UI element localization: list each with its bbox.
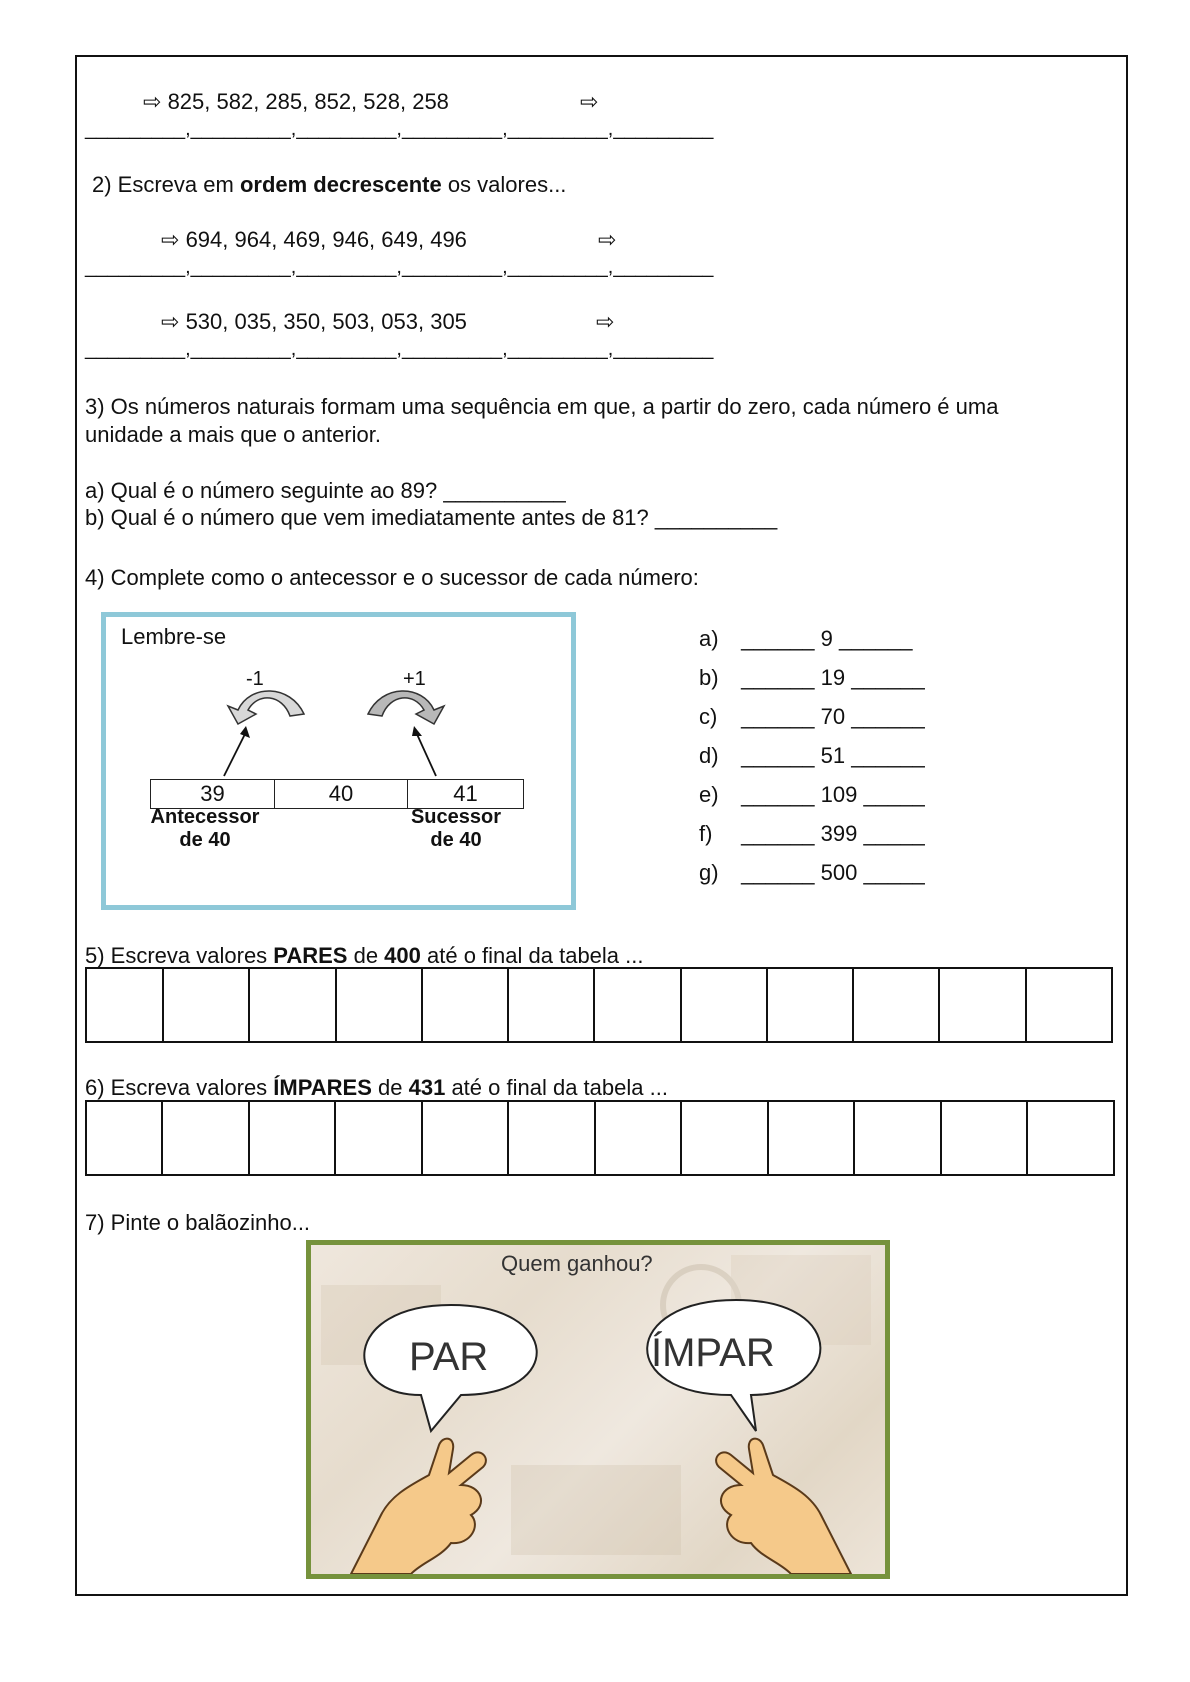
grid-cell[interactable] (87, 969, 164, 1041)
q4-item[interactable] (699, 697, 925, 736)
antecessor-line2: de 40 (179, 829, 231, 851)
grid-cell[interactable] (1028, 1102, 1113, 1174)
item-letter: b) (699, 665, 719, 690)
plus-one-label: +1 (403, 668, 426, 690)
q1-numbers: 825, 582, 285, 852, 528, 258 (167, 89, 449, 114)
grid-cell[interactable] (423, 969, 509, 1041)
item-letter: f) (699, 821, 713, 846)
remember-arrows (200, 684, 480, 784)
q5-prefix: 5) Escreva valores (85, 943, 274, 968)
item-before-blank[interactable]: ______ (741, 860, 815, 885)
q4-item[interactable] (699, 775, 925, 814)
pointer-arrow-left-icon (224, 726, 250, 776)
q3-question-b[interactable]: b) Qual é o número que vem imediatamente antes de 81? __________ (85, 505, 778, 530)
grid-cell[interactable] (855, 1102, 942, 1174)
q4-items-list (699, 619, 925, 892)
even-numbers-grid (85, 967, 1113, 1043)
grid-cell[interactable] (509, 1102, 596, 1174)
number-line-strip (150, 779, 524, 809)
q4-item[interactable] (699, 658, 925, 697)
q3-text-line1: 3) Os números naturais formam uma sequência em que, a partir do zero, cada número é uma (85, 394, 999, 419)
antecessor-line1: Antecessor (150, 806, 260, 828)
grid-cell[interactable] (940, 969, 1026, 1041)
grid-cell[interactable] (164, 969, 250, 1041)
q2-list-2 (161, 309, 467, 335)
item-number: 500 (820, 860, 858, 885)
grid-cell[interactable] (769, 1102, 856, 1174)
q2-title-prefix: 2) Escreva em (92, 172, 240, 197)
hand-right-icon (716, 1439, 851, 1574)
q2-list-1 (161, 227, 467, 253)
q3-question-a[interactable]: a) Qual é o número seguinte ao 89? __________ (85, 478, 566, 503)
item-after-blank[interactable]: ______ (839, 626, 913, 651)
grid-cell[interactable] (423, 1102, 510, 1174)
right-arrow-icon: ⇨ (161, 309, 180, 334)
grid-cell[interactable] (595, 969, 681, 1041)
bubble-right-text[interactable]: ÍMPAR (651, 1331, 775, 1375)
item-after-blank[interactable]: ______ (851, 704, 925, 729)
item-before-blank[interactable]: ______ (741, 782, 815, 807)
right-arrow-icon: ⇨ (143, 89, 162, 114)
q6-title (85, 1075, 668, 1101)
q1-list-line (143, 89, 449, 115)
item-before-blank[interactable]: ______ (741, 626, 815, 651)
hand-left-icon (351, 1439, 486, 1574)
q4-item[interactable] (699, 853, 925, 892)
q4-title: 4) Complete como o antecessor e o sucessor de cada número: (85, 565, 699, 590)
answer-blanks[interactable]: _________,_________,_________,_________,_________,_________ (85, 338, 714, 360)
right-arrow-icon: ⇨ (580, 89, 599, 114)
grid-cell[interactable] (854, 969, 940, 1041)
q6-prefix: 6) Escreva valores (85, 1075, 274, 1100)
item-letter: c) (699, 704, 718, 729)
item-number: 70 (820, 704, 846, 729)
q6-bold1: ÍMPARES (273, 1075, 372, 1100)
minus-one-label: -1 (246, 668, 264, 690)
item-after-blank[interactable]: _____ (863, 821, 925, 846)
q7-title: 7) Pinte o balãozinho... (85, 1210, 311, 1235)
item-letter: g) (699, 860, 719, 885)
picture-title: Quem ganhou? (501, 1251, 653, 1276)
item-before-blank[interactable]: ______ (741, 821, 815, 846)
grid-cell[interactable] (682, 1102, 769, 1174)
right-arrow-icon: ⇨ (598, 227, 617, 252)
q5-suffix: até o final da tabela ... (420, 943, 644, 968)
grid-cell[interactable] (509, 969, 595, 1041)
q5-bold2: 400 (384, 943, 421, 968)
antecessor-label (146, 806, 264, 852)
grid-cell[interactable] (337, 969, 423, 1041)
sucessor-line2: de 40 (430, 829, 482, 851)
q2-title-suffix: os valores... (441, 172, 567, 197)
q5-bold1: PARES (273, 943, 348, 968)
item-letter: a) (699, 626, 719, 651)
item-after-blank[interactable]: _____ (863, 860, 925, 885)
item-before-blank[interactable]: ______ (741, 665, 815, 690)
q5-mid: de (347, 943, 385, 968)
grid-cell[interactable] (163, 1102, 250, 1174)
odd-numbers-grid (85, 1100, 1115, 1176)
item-after-blank[interactable]: ______ (851, 665, 925, 690)
item-letter: d) (699, 743, 719, 768)
q3-text-line2: unidade a mais que o anterior. (85, 422, 381, 447)
q4-item[interactable] (699, 619, 925, 658)
q2-title-bold: ordem decrescente (239, 172, 442, 197)
q6-bold2: 431 (408, 1075, 446, 1100)
q4-item[interactable] (699, 814, 925, 853)
answer-blanks[interactable]: _________,_________,_________,_________,_________,_________ (85, 118, 714, 140)
number-cell: 39 (151, 780, 275, 808)
right-arrow-icon: ⇨ (161, 227, 180, 252)
q2-title (92, 172, 566, 198)
grid-cell[interactable] (596, 1102, 683, 1174)
item-number: 19 (820, 665, 846, 690)
grid-cell[interactable] (768, 969, 854, 1041)
item-before-blank[interactable]: ______ (741, 704, 815, 729)
item-after-blank[interactable]: ______ (851, 743, 925, 768)
q2-numbers-2: 530, 035, 350, 503, 053, 305 (185, 309, 467, 334)
q2-numbers-1: 694, 964, 469, 946, 649, 496 (185, 227, 467, 252)
sucessor-line1: Sucessor (410, 806, 502, 828)
grid-cell[interactable] (250, 1102, 337, 1174)
curved-arrow-right-icon (368, 691, 444, 724)
grid-cell[interactable] (682, 969, 768, 1041)
grid-cell[interactable] (87, 1102, 163, 1174)
pointer-arrow-right-icon (412, 726, 436, 776)
right-arrow-icon: ⇨ (596, 309, 615, 334)
q4-item[interactable] (699, 736, 925, 775)
remember-title: Lembre-se (121, 624, 227, 649)
number-cell: 41 (453, 781, 478, 806)
number-cell: 40 (275, 780, 408, 808)
grid-cell[interactable] (336, 1102, 423, 1174)
speech-bubbles-and-hands (311, 1245, 885, 1574)
item-letter: e) (699, 782, 719, 807)
grid-cell[interactable] (942, 1102, 1029, 1174)
item-number: 9 (820, 626, 833, 651)
answer-blanks[interactable]: _________,_________,_________,_________,_________,_________ (85, 256, 714, 278)
item-number: 51 (820, 743, 846, 768)
item-after-blank[interactable]: _____ (863, 782, 925, 807)
sucessor-label (404, 806, 508, 852)
curved-arrow-left-icon (228, 691, 304, 724)
item-number: 399 (820, 821, 858, 846)
q6-mid: de (371, 1075, 409, 1100)
q5-title (85, 943, 644, 969)
grid-cell[interactable] (1027, 969, 1111, 1041)
grid-cell[interactable] (250, 969, 336, 1041)
q6-suffix: até o final da tabela ... (445, 1075, 668, 1100)
item-before-blank[interactable]: ______ (741, 743, 815, 768)
item-number: 109 (820, 782, 858, 807)
par-impar-picture (306, 1240, 890, 1579)
bubble-left-text[interactable]: PAR (409, 1335, 489, 1379)
